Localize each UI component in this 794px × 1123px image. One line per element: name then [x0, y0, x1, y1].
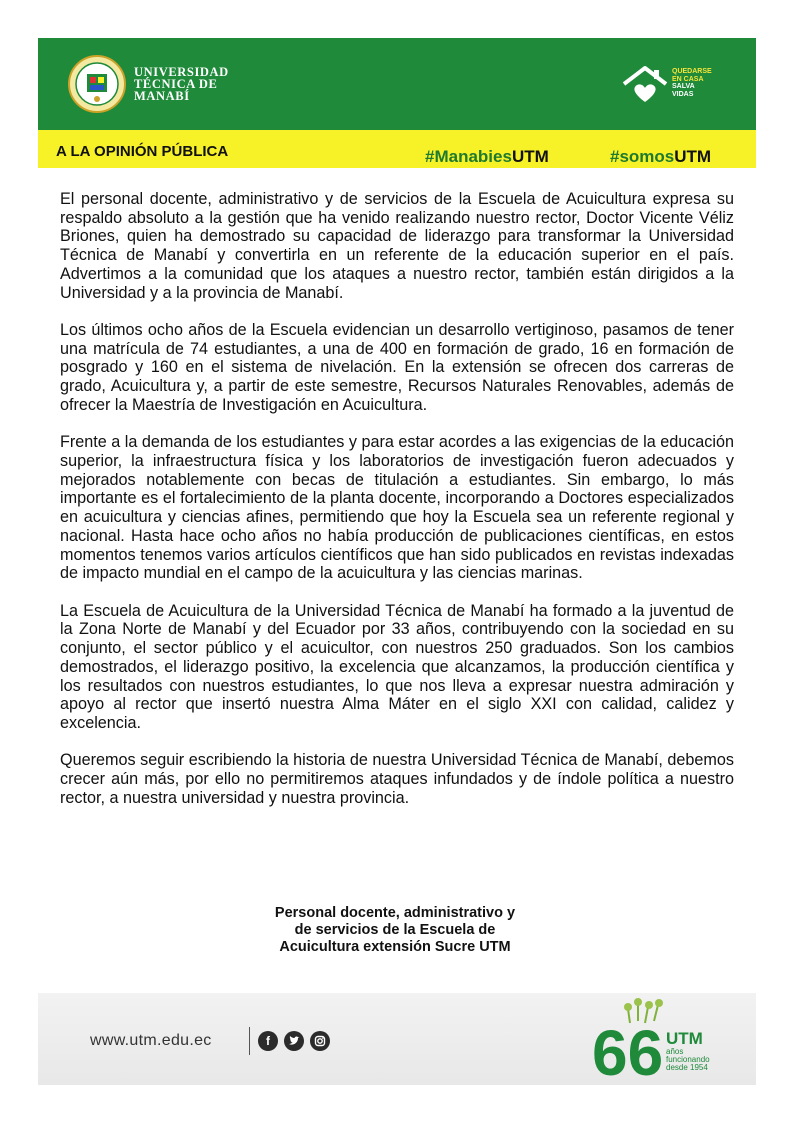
paragraph: Frente a la demanda de los estudiantes y para estar acordes a las exigencias de la educación superior, la infraestructura física y los laboratorios de investigación fueron adecuados y mejorados notablemente con becas de titulación a estudiantes. Sin embargo, lo más importante es el fortalecimiento de la planta docente, incorporando a Doctores especializados en acuicultura y ciencias afines, permitiendo que hoy la Escuela sea un referente regional y nacional. Hasta hace ocho años no había producción de publicaciones científicas, en estos momentos tenemos varios artículos científicos que han sido publicados en revistas indexadas de impacto mundial en el campo de la acuicultura y las ciencias marinas. [60, 433, 734, 583]
anniversary-caption-line: desde 1954 [666, 1063, 708, 1072]
hashtag-prefix: #somos [610, 147, 675, 166]
anniversary-caption [666, 1048, 710, 1072]
university-name [134, 66, 229, 102]
hashtag-somos-utm [610, 147, 711, 167]
paragraph: Los últimos ocho años de la Escuela evidencian un desarrollo vertiginoso, pasamos de tener una matrícula de 74 estudiantes, a una de 400 en formación de grado, 16 en formación de posgrado y 160 en el sistema de nivelación. En la extensión se ofrecen dos carreras de grado, Acuicultura y, a partir de este semestre, Recursos Naturales Renovables, además de ofrecer la Maestría de Investigación en Acuicultura. [60, 321, 734, 414]
paragraph: Queremos seguir escribiendo la historia de nuestra Universidad Técnica de Manabí, debemos crecer aún más, por ello no permitiremos ataques infundados y de índole política a nuestro rector, a nuestra universidad y nuestra provincia. [60, 751, 734, 807]
campaign-line: EN CASA [672, 75, 704, 83]
hashtag-suffix: UTM [511, 147, 549, 166]
signature-line: Acuicultura extensión Sucre UTM [279, 939, 511, 955]
divider [249, 1027, 250, 1055]
hashtag-manabies-utm [425, 147, 549, 167]
signature-line: de servicios de la Escuela de [294, 922, 496, 938]
hashtag-prefix: #Manabies [425, 147, 512, 166]
campaign-line: QUEDARSE [672, 68, 712, 75]
campaign-line: VIDAS [672, 90, 694, 98]
university-seal-icon [68, 55, 126, 113]
page-title: A LA OPINIÓN PÚBLICA [56, 143, 229, 160]
university-name-line: TÉCNICA DE [134, 77, 218, 91]
header-bar [38, 38, 756, 130]
campaign-line: SALVA [672, 83, 695, 90]
letter-body [60, 190, 734, 826]
anniversary-number: 66 [592, 1017, 664, 1083]
anniversary-caption-line: años [666, 1047, 684, 1056]
university-name-line: MANABÍ [134, 89, 190, 103]
paragraph: La Escuela de Acuicultura de la Universidad Técnica de Manabí ha formado a la juventud de la Zona Norte de Manabí y del Ecuador por 33 años, contribuyendo con la sociedad en su conjunto, el sector público y el acuicultor, con nuestros 250 graduados. Son los cambios demostrados, el liderazgo positivo, la excelencia que alcanzamos, la producción científica y los resultados con nuestros estudiantes, lo que nos lleva a expresar nuestra admiración y apoyo al rector que insertó nuestra Alma Máter en el siglo XXI con calidad, calidez y excelencia. [60, 601, 734, 732]
title-banner [38, 130, 756, 168]
house-heart-icon [620, 64, 670, 106]
anniversary-brand: UTM [666, 1029, 703, 1048]
footer-bar [38, 993, 756, 1085]
signature-block [220, 905, 570, 956]
stay-home-campaign-logo [620, 64, 712, 106]
campaign-text [672, 68, 712, 98]
university-name-line: UNIVERSIDAD [134, 65, 229, 79]
anniversary-caption-line: funcionando [666, 1055, 710, 1064]
website-link[interactable]: www.utm.edu.ec [90, 1032, 212, 1049]
instagram-icon[interactable] [310, 1031, 330, 1051]
paragraph: El personal docente, administrativo y de servicios de la Escuela de Acuicultura expresa su respaldo absoluto a la gestión que ha venido realizando nuestro rector, Doctor Vicente Véliz Briones, quien ha demostrado su capacidad de liderazgo para transformar la Universidad Técnica de Manabí y convertirla en un referente de la educación superior en el país. Advertimos a la comunidad que los ataques a nuestro rector, también están dirigidos a la Universidad y a la provincia de Manabí. [60, 190, 734, 302]
facebook-icon[interactable]: f [258, 1031, 278, 1051]
signature-line: Personal docente, administrativo y [274, 905, 516, 921]
twitter-icon[interactable] [284, 1031, 304, 1051]
hashtag-suffix: UTM [674, 147, 712, 166]
